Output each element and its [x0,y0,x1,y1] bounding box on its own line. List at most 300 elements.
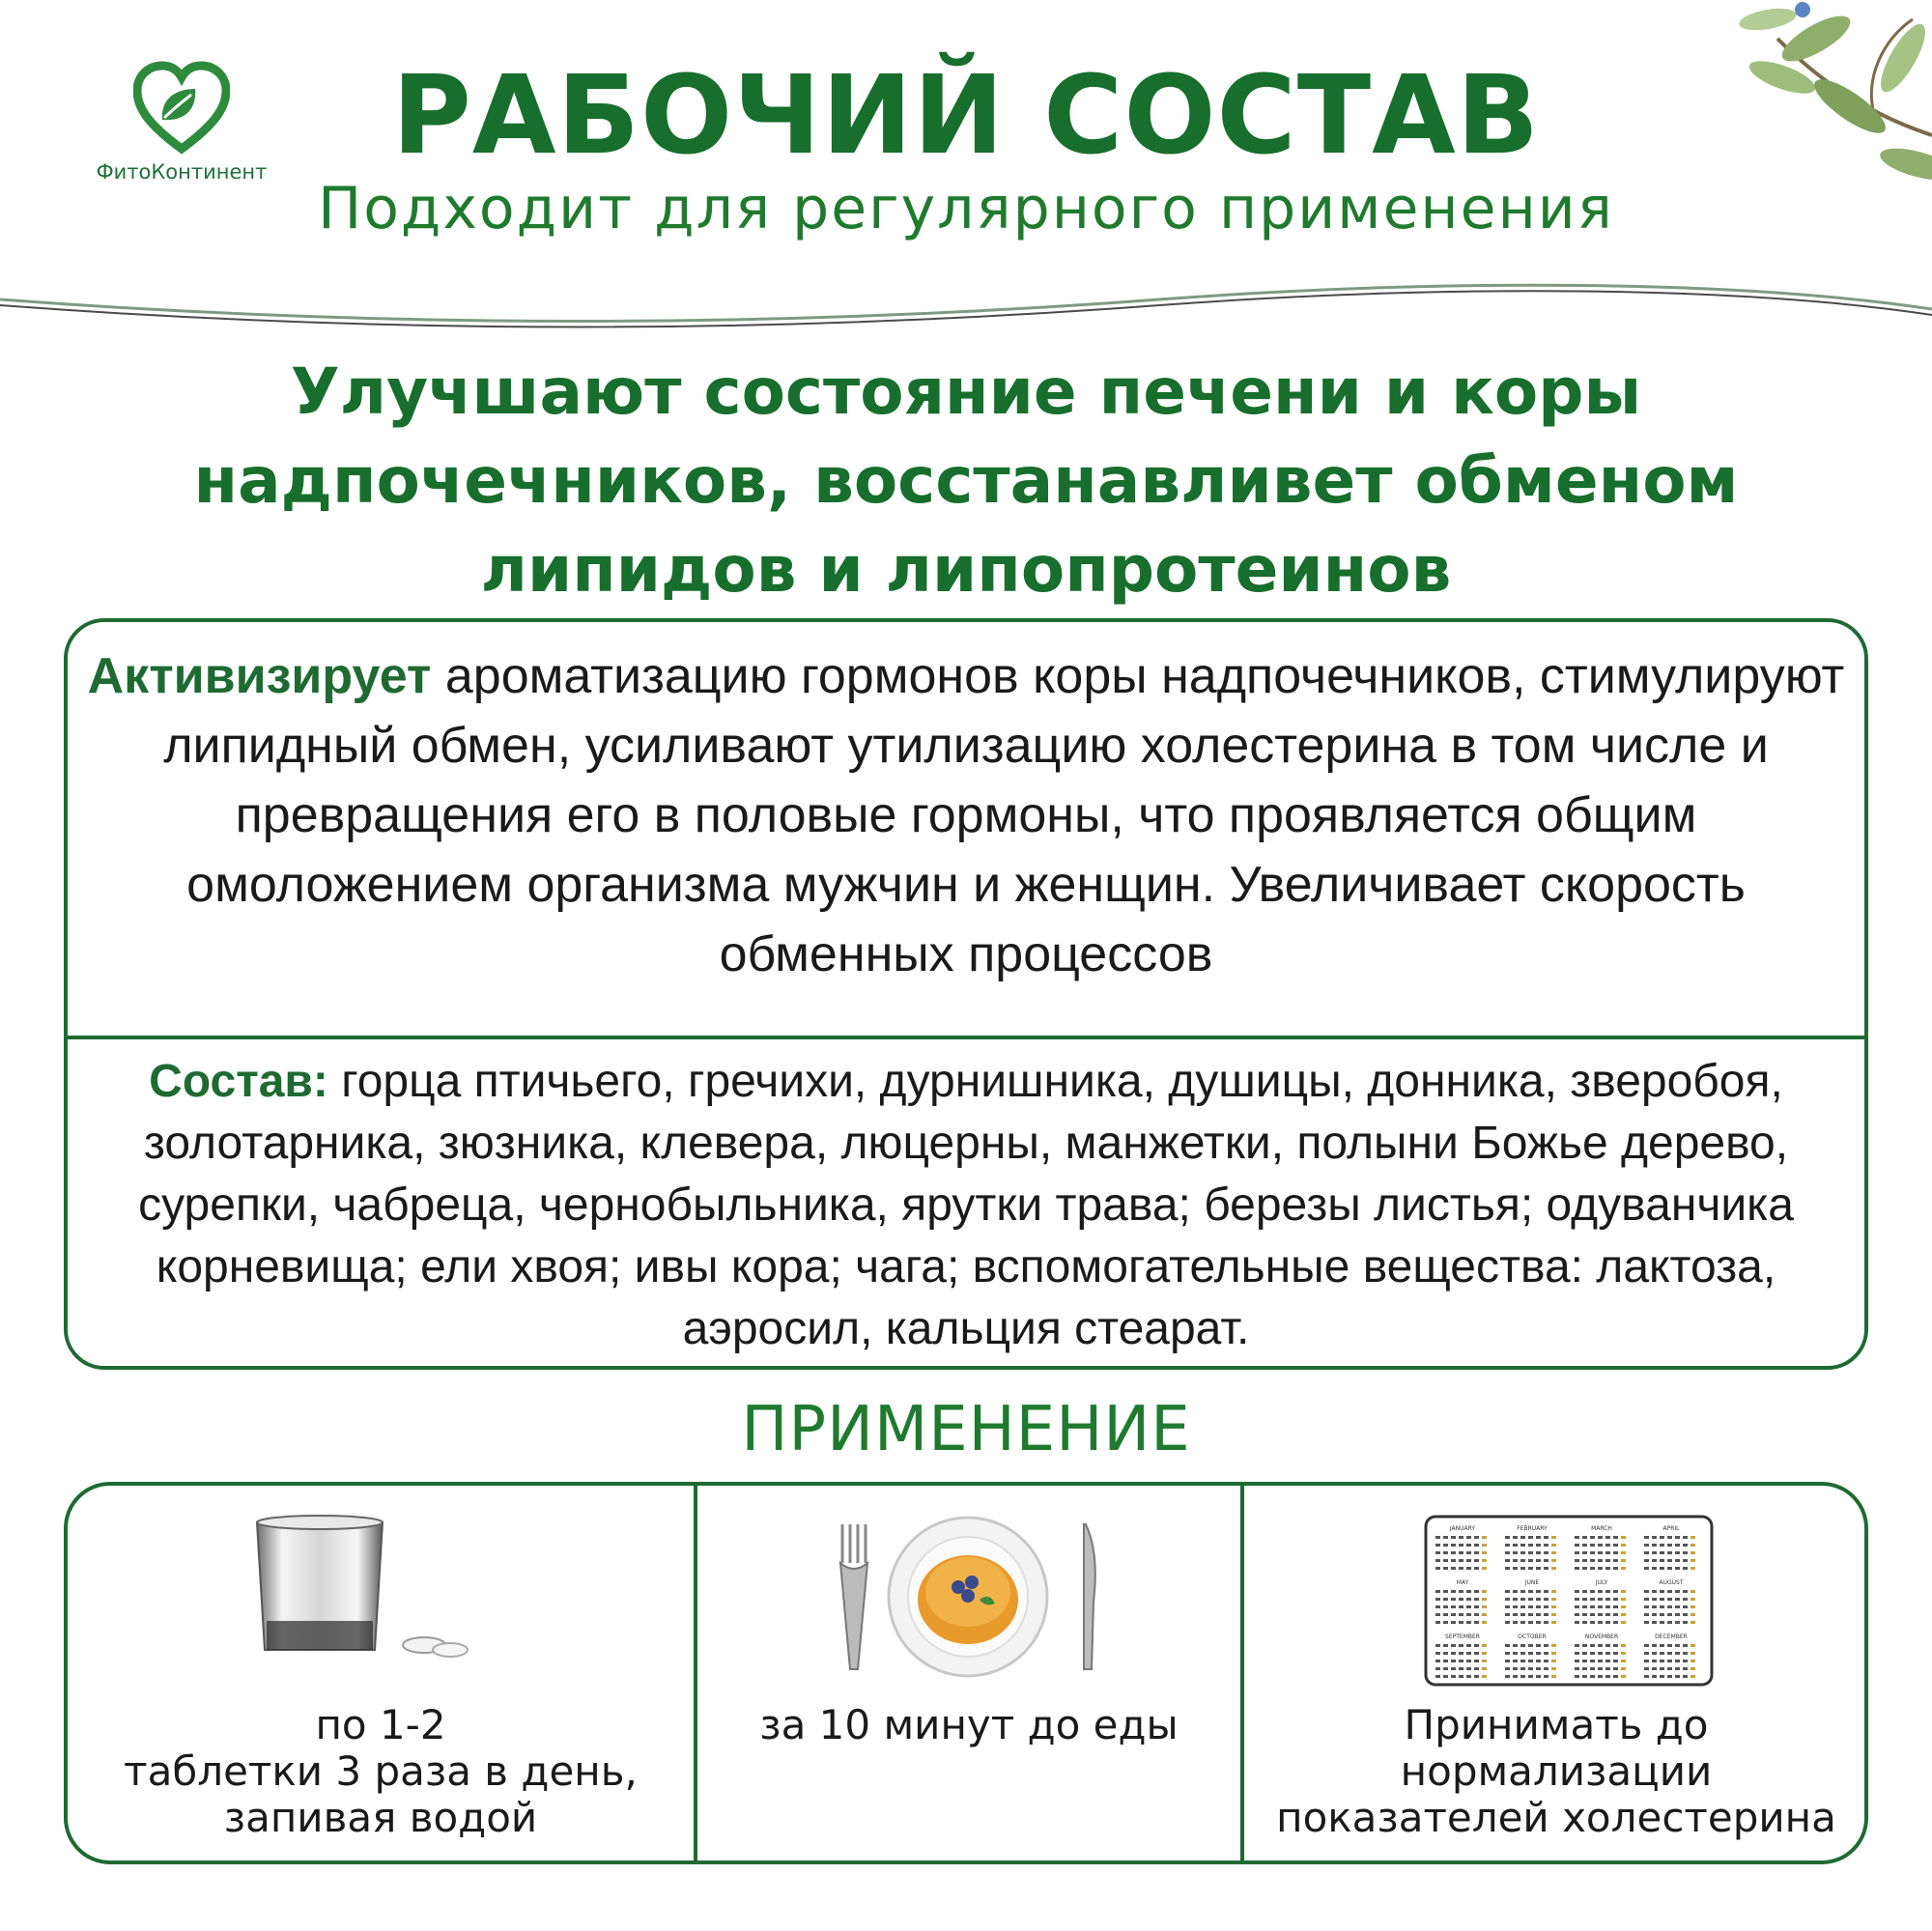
calendar-day-mark [1513,1544,1518,1547]
calendar-day-mark [1474,1675,1479,1678]
calendar-day-mark [1482,1667,1487,1670]
calendar-month-label: FEBRUARY [1517,1525,1548,1532]
calendar-day-mark [1660,1652,1664,1655]
calendar-day-mark [1590,1559,1595,1562]
calendar-day-mark [1459,1567,1463,1570]
calendar-day-mark [1513,1567,1518,1570]
calendar-day-mark [1690,1598,1695,1601]
calendar-day-mark [1621,1590,1626,1593]
calendar-day-mark [1443,1652,1448,1655]
calendar-day-mark [1528,1652,1533,1655]
calendar-day-mark [1466,1675,1471,1678]
calendar-day-mark [1459,1652,1463,1655]
calendar-day-mark [1520,1605,1525,1608]
calendar-day-mark [1675,1613,1680,1616]
calendar-month-label: MAY [1456,1579,1469,1586]
calendar-day-mark [1652,1652,1657,1655]
calendar-day-mark [1652,1667,1657,1670]
calendar-day-mark [1451,1621,1456,1624]
calendar-day-mark [1675,1559,1680,1562]
calendar-day-mark [1660,1590,1664,1593]
calendar-day-mark [1690,1621,1695,1624]
calendar-day-mark [1505,1621,1510,1624]
calendar-day-mark [1466,1544,1471,1547]
calendar-day-mark [1520,1544,1525,1547]
calendar-day-mark [1443,1621,1448,1624]
calendar-day-mark [1582,1536,1587,1539]
calendar-day-mark [1690,1590,1695,1593]
calendar-day-mark [1459,1675,1463,1678]
calendar-day-mark [1505,1667,1510,1670]
calendar-day-mark [1544,1605,1548,1608]
headline-line: надпочечников, восстанавливет обменом [193,443,1739,518]
usage-line: запивая водой [223,1794,538,1841]
calendar-day-mark [1621,1660,1626,1662]
calendar-day-mark [1652,1644,1657,1647]
calendar-day-mark [1544,1613,1548,1616]
calendar-day-mark [1675,1621,1680,1624]
calendar-day-mark [1644,1598,1649,1601]
calendar-day-mark [1605,1559,1610,1562]
usage-line: таблетки 3 раза в день, [124,1747,638,1795]
calendar-day-mark [1667,1613,1672,1616]
calendar-day-mark [1474,1660,1479,1662]
calendar-day-mark [1466,1605,1471,1608]
calendar-day-mark [1652,1621,1657,1624]
calendar-day-mark [1621,1675,1626,1678]
calendar-day-mark [1544,1598,1548,1601]
calendar-day-mark [1575,1598,1579,1601]
calendar-day-mark [1667,1667,1672,1670]
calendar-day-mark [1660,1598,1664,1601]
calendar-day-mark [1482,1536,1487,1539]
calendar-day-mark [1660,1536,1664,1539]
calendar-day-mark [1660,1667,1664,1670]
calendar-day-mark [1459,1544,1463,1547]
calendar-day-mark [1435,1598,1440,1601]
calendar-day-mark [1520,1559,1525,1562]
calendar-day-mark [1605,1598,1610,1601]
calendar-day-mark [1660,1551,1664,1554]
calendar-day-mark [1575,1621,1579,1624]
calendar-day-mark [1443,1675,1448,1678]
calendar-day-mark [1644,1644,1649,1647]
calendar-day-mark [1582,1621,1587,1624]
calendar-day-mark [1513,1590,1518,1593]
calendar-day-mark [1505,1613,1510,1616]
calendar-day-mark [1675,1667,1680,1670]
calendar-day-mark [1582,1644,1587,1647]
calendar-month-label: OCTOBER [1518,1633,1547,1640]
calendar-day-mark [1544,1544,1548,1547]
calendar-day-mark [1598,1660,1603,1662]
calendar-day-mark [1451,1536,1456,1539]
composition-body: горца птичьего, гречихи, дурнишника, душицы, донника, зверобоя, золотарника, зюзника, клевера, люцерны, манжетки, полыни Божье дерево, сурепки, чабреца, чернобыльника, ярутки трава; березы листья; одуванчика корневища; ели хвоя; ивы кора; чага; вспомогательные вещества: лактоза, аэросил, кальция стеарат. [138,1056,1794,1354]
calendar-day-mark [1520,1667,1525,1670]
calendar-day-mark [1435,1567,1440,1570]
calendar-day-mark [1451,1644,1456,1647]
calendar-day-mark [1513,1644,1518,1647]
calendar-day-mark [1613,1667,1618,1670]
calendar-day-mark [1505,1551,1510,1554]
calendar-day-mark [1505,1559,1510,1562]
calendar-day-mark [1544,1644,1548,1647]
calendar-day-mark [1590,1621,1595,1624]
calendar-day-mark [1621,1605,1626,1608]
usage-item-timing [697,1486,1240,1860]
calendar-day-mark [1582,1544,1587,1547]
calendar-day-mark [1683,1544,1688,1547]
calendar-day-mark [1528,1598,1533,1601]
calendar-day-mark [1621,1652,1626,1655]
usage-box [64,1482,1868,1864]
headline-line: липидов и липопротеинов [480,532,1452,607]
calendar-day-mark [1652,1551,1657,1554]
calendar-day-mark [1451,1605,1456,1608]
calendar-day-mark [1451,1660,1456,1662]
calendar-day-mark [1528,1644,1533,1647]
calendar-day-mark [1474,1551,1479,1554]
calendar-day-mark [1575,1660,1579,1662]
calendar-day-mark [1605,1567,1610,1570]
calendar-day-mark [1621,1544,1626,1547]
calendar-day-mark [1683,1590,1688,1593]
calendar-day-mark [1451,1551,1456,1554]
calendar-day-mark [1582,1652,1587,1655]
calendar-day-mark [1474,1621,1479,1624]
calendar-day-mark [1482,1551,1487,1554]
calendar-day-mark [1667,1644,1672,1647]
calendar-day-mark [1605,1536,1610,1539]
calendar-day-mark [1528,1559,1533,1562]
calendar-day-mark [1652,1598,1657,1601]
calendar-day-mark [1590,1605,1595,1608]
calendar-day-mark [1482,1598,1487,1601]
calendar-day-mark [1544,1590,1548,1593]
calendar-day-mark [1590,1551,1595,1554]
calendar-day-mark [1513,1598,1518,1601]
calendar-day-mark [1683,1660,1688,1662]
calendar-day-mark [1644,1544,1649,1547]
calendar-day-mark [1482,1660,1487,1662]
calendar-day-mark [1683,1536,1688,1539]
calendar-day-mark [1582,1551,1587,1554]
usage-item-duration [1244,1486,1868,1860]
calendar-day-mark [1544,1621,1548,1624]
calendar-day-mark [1582,1660,1587,1662]
calendar-month-label: APRIL [1662,1525,1680,1532]
calendar-day-mark [1551,1621,1556,1624]
calendar-day-mark [1451,1667,1456,1670]
calendar-day-mark [1683,1551,1688,1554]
calendar-day-mark [1613,1644,1618,1647]
calendar-day-mark [1466,1613,1471,1616]
calendar-day-mark [1520,1590,1525,1593]
calendar-day-mark [1443,1567,1448,1570]
calendar-day-mark [1536,1613,1541,1616]
calendar-day-mark [1690,1551,1695,1554]
calendar-day-mark [1598,1652,1603,1655]
calendar-day-mark [1621,1598,1626,1601]
calendar-day-mark [1520,1613,1525,1616]
calendar-day-mark [1675,1652,1680,1655]
calendar-day-mark [1690,1605,1695,1608]
calendar-day-mark [1513,1551,1518,1554]
glass-with-tablets-icon [245,1515,477,1660]
page-subtitle: Подходит для регулярного применения [318,175,1614,242]
calendar-day-mark [1644,1675,1649,1678]
calendar-day-mark [1690,1660,1695,1662]
calendar-day-mark [1466,1567,1471,1570]
wave-divider [0,270,1932,338]
calendar-day-mark [1451,1613,1456,1616]
calendar-day-mark [1513,1660,1518,1662]
calendar-day-mark [1598,1567,1603,1570]
calendar-day-mark [1528,1605,1533,1608]
calendar-day-mark [1505,1598,1510,1601]
calendar-day-mark [1590,1644,1595,1647]
usage-line: по 1-2 [315,1701,446,1748]
calendar-day-mark [1613,1536,1618,1539]
calendar-day-mark [1544,1660,1548,1662]
calendar-day-mark [1621,1613,1626,1616]
calendar-day-mark [1551,1551,1556,1554]
calendar-day-mark [1590,1598,1595,1601]
calendar-day-mark [1644,1613,1649,1616]
calendar-day-mark [1544,1652,1548,1655]
calendar-day-mark [1443,1598,1448,1601]
calendar-day-mark [1459,1590,1463,1593]
calendar-day-mark [1675,1644,1680,1647]
calendar-day-mark [1690,1667,1695,1670]
calendar-day-mark [1435,1536,1440,1539]
calendar-day-mark [1605,1613,1610,1616]
calendar-day-mark [1598,1536,1603,1539]
calendar-day-mark [1474,1559,1479,1562]
calendar-day-mark [1451,1675,1456,1678]
calendar-day-mark [1598,1667,1603,1670]
calendar-day-mark [1451,1567,1456,1570]
composition-text [106,1051,1826,1360]
calendar-day-mark [1482,1621,1487,1624]
calendar-day-mark [1590,1544,1595,1547]
calendar-day-mark [1605,1551,1610,1554]
calendar-day-mark [1613,1551,1618,1554]
calendar-day-mark [1505,1590,1510,1593]
calendar-day-mark [1582,1675,1587,1678]
calendar-day-mark [1652,1675,1657,1678]
calendar-day-mark [1660,1675,1664,1678]
calendar-day-mark [1605,1675,1610,1678]
calendar-day-mark [1660,1544,1664,1547]
calendar-day-mark [1590,1667,1595,1670]
calendar-day-mark [1435,1544,1440,1547]
calendar-day-mark [1644,1652,1649,1655]
calendar-day-mark [1505,1567,1510,1570]
calendar-day-mark [1466,1644,1471,1647]
calendar-day-mark [1575,1613,1579,1616]
calendar-day-mark [1520,1644,1525,1647]
calendar-day-mark [1683,1567,1688,1570]
calendar-day-mark [1675,1544,1680,1547]
calendar-day-mark [1598,1675,1603,1678]
calendar-day-mark [1590,1590,1595,1593]
calendar-day-mark [1536,1567,1541,1570]
brand-name: ФитоКонтинент [96,160,268,184]
usage-title: ПРИМЕНЕНИЕ [741,1394,1191,1465]
calendar-day-mark [1435,1590,1440,1593]
calendar-day-mark [1474,1667,1479,1670]
calendar-day-mark [1443,1559,1448,1562]
calendar-day-mark [1605,1644,1610,1647]
calendar-day-mark [1683,1621,1688,1624]
calendar-day-mark [1613,1544,1618,1547]
calendar-day-mark [1652,1613,1657,1616]
calendar-day-mark [1513,1559,1518,1562]
calendar-day-mark [1621,1536,1626,1539]
calendar-month-label: AUGUST [1659,1579,1684,1586]
calendar-day-mark [1528,1613,1533,1616]
calendar-day-mark [1513,1536,1518,1539]
calendar-day-mark [1459,1644,1463,1647]
calendar-day-mark [1544,1536,1548,1539]
calendar-day-mark [1443,1644,1448,1647]
calendar-day-mark [1660,1605,1664,1608]
calendar-day-mark [1621,1567,1626,1570]
calendar-day-mark [1644,1660,1649,1662]
calendar-day-mark [1505,1605,1510,1608]
description-lead: Активизирует [87,648,432,704]
calendar-day-mark [1474,1613,1479,1616]
calendar-day-mark [1551,1544,1556,1547]
calendar-day-mark [1482,1590,1487,1593]
calendar-day-mark [1667,1559,1672,1562]
calendar-day-mark [1466,1559,1471,1562]
calendar-day-mark [1621,1551,1626,1554]
calendar-day-mark [1667,1544,1672,1547]
calendar-day-mark [1505,1660,1510,1662]
calendar-day-mark [1536,1605,1541,1608]
calendar-day-mark [1613,1590,1618,1593]
calendar-day-mark [1528,1667,1533,1670]
calendar-day-mark [1544,1675,1548,1678]
calendar-day-mark [1667,1551,1672,1554]
calendar-day-mark [1690,1613,1695,1616]
calendar-day-mark [1482,1567,1487,1570]
calendar-month-label: DECEMBER [1655,1633,1688,1640]
calendar-day-mark [1598,1605,1603,1608]
calendar-day-mark [1690,1544,1695,1547]
calendar-day-mark [1528,1590,1533,1593]
calendar-day-mark [1435,1559,1440,1562]
calendar-day-mark [1536,1544,1541,1547]
calendar-day-mark [1690,1675,1695,1678]
calendar-day-mark [1675,1536,1680,1539]
calendar-day-mark [1435,1675,1440,1678]
calendar-month-label: JULY [1595,1579,1608,1586]
calendar-day-mark [1459,1551,1463,1554]
calendar-day-mark [1644,1605,1649,1608]
calendar-day-mark [1621,1644,1626,1647]
page-title: РАБОЧИЙ СОСТАВ [391,53,1541,179]
calendar-day-mark [1575,1536,1579,1539]
calendar-day-mark [1582,1667,1587,1670]
calendar-day-mark [1605,1544,1610,1547]
calendar-day-mark [1482,1605,1487,1608]
calendar-day-mark [1644,1551,1649,1554]
calendar-day-mark [1536,1667,1541,1670]
calendar-day-mark [1667,1590,1672,1593]
calendar-day-mark [1513,1675,1518,1678]
calendar-day-mark [1551,1613,1556,1616]
calendar-day-mark [1551,1644,1556,1647]
calendar-day-mark [1513,1667,1518,1670]
calendar-day-mark [1459,1667,1463,1670]
calendar-day-mark [1590,1567,1595,1570]
calendar-day-mark [1528,1675,1533,1678]
calendar-day-mark [1451,1652,1456,1655]
calendar-day-mark [1683,1675,1688,1678]
calendar-day-mark [1683,1644,1688,1647]
heart-leaf-icon [133,60,230,156]
calendar-day-mark [1474,1590,1479,1593]
calendar-day-mark [1443,1667,1448,1670]
calendar-day-mark [1683,1667,1688,1670]
calendar-day-mark [1513,1652,1518,1655]
headline-line: Улучшают состояние печени и коры [290,355,1642,429]
calendar-day-mark [1536,1551,1541,1554]
calendar-day-mark [1520,1675,1525,1678]
calendar-day-mark [1505,1544,1510,1547]
calendar-day-mark [1459,1660,1463,1662]
calendar-day-mark [1528,1544,1533,1547]
calendar-day-mark [1660,1613,1664,1616]
calendar-day-mark [1536,1652,1541,1655]
calendar-day-mark [1520,1536,1525,1539]
calendar-day-mark [1466,1598,1471,1601]
calendar-day-mark [1474,1652,1479,1655]
calendar-month-label: SEPTEMBER [1445,1633,1480,1640]
calendar-day-mark [1590,1613,1595,1616]
calendar-day-mark [1459,1613,1463,1616]
calendar-day-mark [1551,1660,1556,1662]
calendar-day-mark [1575,1551,1579,1554]
calendar-day-mark [1505,1536,1510,1539]
calendar-day-mark [1652,1567,1657,1570]
calendar-day-mark [1575,1667,1579,1670]
calendar-day-mark [1551,1667,1556,1670]
calendar-day-mark [1675,1660,1680,1662]
calendar-day-mark [1582,1613,1587,1616]
calendar-day-mark [1690,1644,1695,1647]
headline [58,348,1874,614]
calendar-day-mark [1575,1652,1579,1655]
calendar-day-mark [1443,1551,1448,1554]
usage-line: Принимать до [1404,1701,1709,1748]
calendar-day-mark [1690,1559,1695,1562]
calendar-day-mark [1575,1559,1579,1562]
calendar-day-mark [1443,1590,1448,1593]
calendar-day-mark [1598,1613,1603,1616]
calendar-day-mark [1613,1621,1618,1624]
calendar-day-mark [1544,1667,1548,1670]
calendar-day-mark [1644,1621,1649,1624]
calendar-day-mark [1613,1675,1618,1678]
calendar-day-mark [1466,1652,1471,1655]
calendar-day-mark [1482,1675,1487,1678]
calendar-day-mark [1482,1544,1487,1547]
calendar-month-label: JANUARY [1449,1525,1476,1532]
